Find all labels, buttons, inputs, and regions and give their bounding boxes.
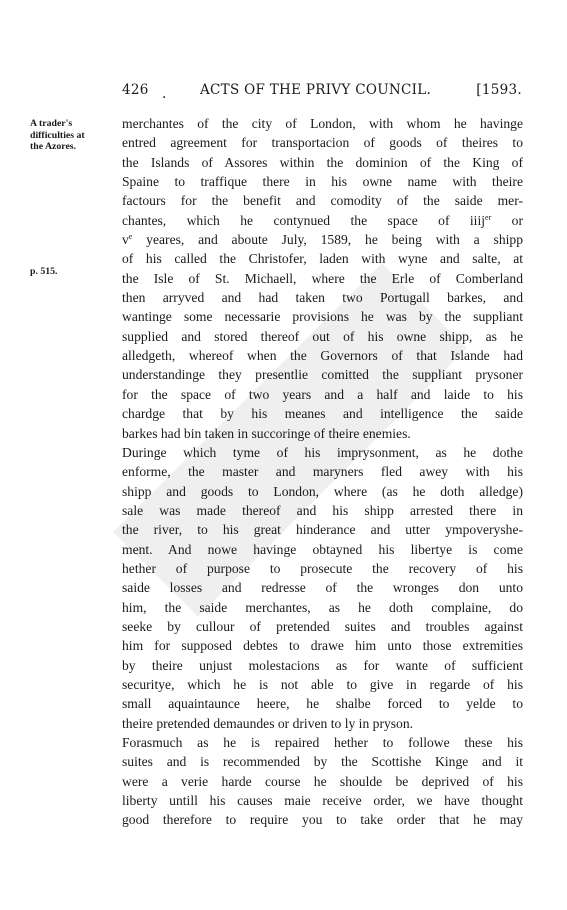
margin-note-line: A trader's	[30, 118, 73, 129]
superscript: er	[485, 212, 492, 222]
text-line: wantinge some necessarie provisions he was by the suppliant	[122, 309, 523, 325]
text-line: then arryved and had taken two Portugall barkes, and	[122, 290, 523, 306]
text-line: barkes had bin taken in succoringe of theire enemies.	[122, 425, 411, 441]
text-line: him for supposed debtes to drawe him unto those extremities	[122, 638, 523, 654]
margin-note-line: the Azores.	[30, 141, 77, 153]
text-line: entred agreement for transportacion of goods of theires to	[122, 135, 523, 151]
text-line: liberty untill his causes maie receive order, we have thought	[122, 793, 523, 809]
text-line: the Isle of St. Michaell, where the Erle of Comberland	[122, 270, 523, 286]
text-fragment: yeares, and aboute July, 1589, he being with a shipp	[132, 232, 523, 248]
margin-note-line: difficulties at	[30, 129, 85, 141]
text-line: merchantes of the city of London, with whom he havinge	[122, 116, 523, 131]
margin-page-ref: p. 515.	[30, 266, 58, 277]
text-line: for the space of two years and a half and laide to his	[122, 386, 523, 402]
body-text	[122, 114, 523, 830]
header-year: [1593.	[476, 82, 522, 98]
text-line: Forasmuch as he is repaired hether to followe these his	[122, 735, 523, 750]
text-line: suites and is recommended by the Scottishe Kinge and it	[122, 754, 523, 770]
text-line: seeke by cullour of pretended suites and troubles against	[122, 618, 523, 634]
superscript: e	[128, 232, 133, 242]
text-line: supplied and stored thereof out of his owne shipp, as he	[122, 328, 523, 344]
text-line: by theire unjust molestacions as for wante of sufficient	[122, 657, 523, 673]
text-line: theire pretended demaundes or driven to ly in pryson.	[122, 715, 414, 731]
text-line: good therefore to require you to take order that he may	[122, 812, 523, 828]
header-separator: .	[162, 86, 167, 102]
text-line: ment. And nowe havinge obtayned his libertye is come	[122, 541, 523, 557]
text-line: understandinge they presentlie comitted the suppliant prysoner	[122, 367, 523, 383]
text-fragment: v	[122, 232, 129, 248]
text-line: Duringe which tyme of his imprysonment, as he dothe	[122, 444, 523, 460]
margin-note	[30, 118, 116, 153]
text-line: of his called the Christofer, laden with wyne and salte, at	[122, 251, 523, 267]
text-fragment: or	[491, 212, 523, 228]
page-number: 426	[122, 82, 149, 98]
text-line: hether of purpose to prosecute the recovery of his	[122, 560, 523, 576]
text-line: him, the saide merchantes, as he doth complaine, do	[122, 599, 523, 615]
text-line-with-superscript	[122, 230, 523, 249]
text-line: saide losses and redresse of the wronges don unto	[122, 580, 523, 596]
text-line: alledgeth, whereof when the Governors of that Islande had	[122, 348, 523, 364]
text-line: Spaine to traffique there in his owne name with theire	[122, 174, 523, 190]
running-title: ACTS OF THE PRIVY COUNCIL.	[200, 82, 432, 98]
text-fragment: chantes, which he contynued the space of iiij	[122, 212, 486, 228]
text-line: shipp and goods to London, where (as he doth alledge)	[122, 483, 523, 499]
text-line: chardge that by his meanes and intelligence the saide	[122, 406, 523, 422]
text-line: the river, to his great hinderance and utter ympoveryshe-	[122, 522, 523, 538]
text-line: were a verie harde course he shoulde be deprived of his	[122, 773, 523, 789]
text-line: enforme, the master and maryners fled awey with his	[122, 464, 523, 480]
text-line: securitye, which he is not able to give in regarde of his	[122, 676, 523, 692]
text-line: factours for the benefit and comodity of the saide mer-	[122, 193, 523, 209]
text-line-with-superscript	[122, 211, 523, 230]
text-line: sale was made thereof and his shipp arrested there in	[122, 502, 523, 518]
text-line: small aquaintaunce heere, he shalbe forced to yelde to	[122, 696, 523, 712]
text-line: the Islands of Assores within the dominion of the King of	[122, 154, 523, 170]
